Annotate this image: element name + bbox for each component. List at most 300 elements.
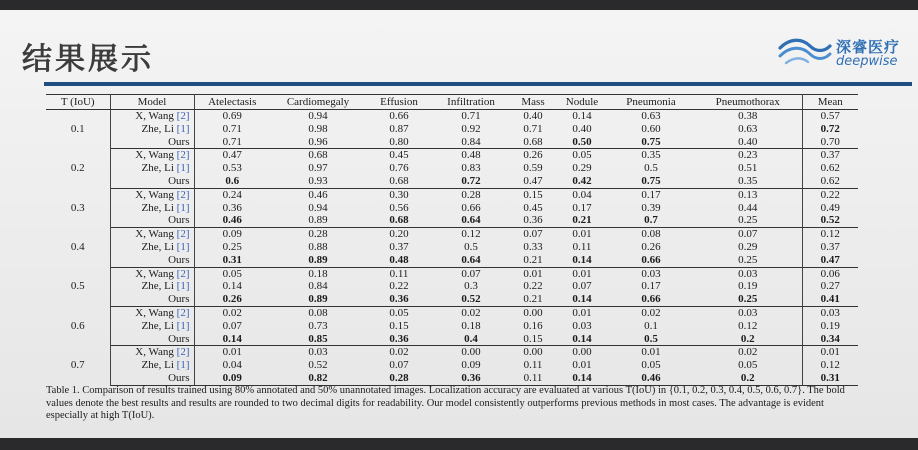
value-cell: 0.26 — [641, 240, 661, 253]
table-row — [46, 241, 858, 254]
model-name: X, Wang — [135, 110, 174, 122]
value-cell: 0.33 — [523, 240, 543, 253]
results-table — [46, 94, 858, 386]
value-cell: 0.15 — [523, 188, 543, 201]
table-caption: Table 1. Comparison of results trained using 80% annotated and 50% unannotated images. Localization accuracy are evaluated at various T(IoU) in {0.1, 0.2, 0.3, 0.4, 0.5, 0.6, 0.7}. The bold values denote the best results and results are rounded to two decimal digits for readability. Our model consistently outperforms previous methods in most cases. The advantage is evident especially at high T(IoU). — [46, 385, 845, 422]
value-cell: 0.37 — [820, 149, 840, 162]
value-cell: 0.3 — [464, 280, 478, 293]
citation-link: [2] — [176, 267, 190, 280]
value-cell: 0.02 — [641, 306, 661, 319]
iou-threshold-cell: 0.1 — [46, 110, 110, 149]
citation-link: [2] — [176, 188, 190, 201]
column-header: Atelectasis — [194, 95, 270, 110]
value-cell: 0.03 — [694, 306, 802, 319]
value-cell: 0.68 — [366, 214, 432, 227]
value-cell: 0.16 — [523, 319, 543, 332]
model-cell — [110, 175, 194, 188]
value-cell: 0.1 — [644, 319, 658, 332]
model-name: Ours — [168, 174, 190, 187]
value-cell: 0.30 — [389, 188, 409, 201]
value-cell: 0.64 — [432, 254, 510, 267]
value-cell: 0.27 — [820, 280, 840, 293]
iou-group — [46, 228, 858, 267]
slide-title: 结果展示 — [22, 42, 154, 77]
value-cell: 0.08 — [641, 228, 661, 241]
model-name: Ours — [168, 214, 190, 227]
value-cell: 0.25 — [222, 240, 242, 253]
value-cell: 0.66 — [608, 254, 694, 267]
value-cell: 0.51 — [694, 162, 802, 175]
value-cell: 0.60 — [641, 122, 661, 135]
citation-link: [1] — [176, 201, 190, 214]
value-cell: 0.71 — [461, 110, 481, 122]
table-row — [46, 136, 858, 149]
iou-threshold-cell: 0.7 — [46, 346, 110, 385]
table-row — [46, 267, 858, 280]
table-row — [46, 228, 858, 241]
iou-threshold-cell: 0.2 — [46, 149, 110, 188]
model-cell — [110, 202, 194, 215]
value-cell: 0.28 — [366, 372, 432, 385]
value-cell: 0.22 — [820, 188, 840, 201]
value-cell: 0.85 — [270, 333, 366, 346]
value-cell: 0.89 — [270, 254, 366, 267]
value-cell: 0.48 — [461, 149, 481, 162]
iou-group — [46, 267, 858, 306]
table-row — [46, 320, 858, 333]
value-cell: 0.7 — [608, 214, 694, 227]
column-header: Model — [110, 95, 194, 110]
value-cell: 0.01 — [572, 359, 592, 372]
value-cell: 0.03 — [694, 267, 802, 280]
value-cell: 0.35 — [641, 149, 661, 162]
value-cell: 0.5 — [464, 240, 478, 253]
model-cell — [110, 280, 194, 293]
value-cell: 0.89 — [270, 293, 366, 306]
column-header: T (IoU) — [46, 95, 110, 110]
value-cell: 0.40 — [572, 122, 592, 135]
logo — [778, 32, 910, 72]
slide — [0, 10, 918, 438]
model-name: Zhe, Li — [141, 280, 174, 293]
table-row — [46, 254, 858, 267]
citation-link: [1] — [176, 280, 190, 293]
model-name: Ours — [168, 293, 190, 306]
value-cell: 0.17 — [641, 280, 661, 293]
value-cell: 0.08 — [308, 306, 328, 319]
value-cell: 0.72 — [432, 175, 510, 188]
value-cell: 0.5 — [608, 333, 694, 346]
value-cell: 0.22 — [523, 280, 543, 293]
value-cell: 0.07 — [222, 319, 242, 332]
model-cell — [110, 228, 194, 241]
model-cell — [110, 306, 194, 319]
citation-link: [2] — [176, 306, 190, 319]
value-cell: 0.14 — [556, 293, 608, 306]
value-cell: 0.44 — [694, 202, 802, 215]
value-cell: 0.12 — [820, 359, 840, 372]
value-cell: 0.06 — [820, 267, 840, 280]
value-cell: 0.45 — [389, 149, 409, 162]
table-row — [46, 372, 858, 385]
value-cell: 0.72 — [820, 122, 840, 135]
value-cell: 0.75 — [608, 175, 694, 188]
value-cell: 0.59 — [523, 162, 543, 175]
column-header: Effusion — [366, 95, 432, 110]
value-cell: 0.66 — [608, 293, 694, 306]
citation-link: [2] — [176, 346, 190, 359]
value-cell: 0.11 — [510, 372, 556, 385]
value-cell: 0.92 — [461, 122, 481, 135]
citation-link: [1] — [176, 319, 190, 332]
value-cell: 0.93 — [270, 175, 366, 188]
value-cell: 0.14 — [222, 280, 242, 293]
value-cell: 0.00 — [572, 346, 592, 359]
value-cell: 0.83 — [461, 162, 481, 175]
value-cell: 0.26 — [194, 293, 270, 306]
iou-group — [46, 149, 858, 188]
value-cell: 0.01 — [572, 306, 592, 319]
value-cell: 0.02 — [389, 346, 409, 359]
value-cell: 0.21 — [556, 214, 608, 227]
value-cell: 0.53 — [222, 162, 242, 175]
value-cell: 0.25 — [694, 293, 802, 306]
model-cell — [110, 254, 194, 267]
value-cell: 0.07 — [523, 228, 543, 241]
value-cell: 0.09 — [461, 359, 481, 372]
value-cell: 0.07 — [572, 280, 592, 293]
model-cell — [110, 333, 194, 346]
value-cell: 0.18 — [308, 267, 328, 280]
value-cell: 0.05 — [572, 149, 592, 162]
value-cell: 0.22 — [389, 280, 409, 293]
value-cell: 0.71 — [194, 136, 270, 149]
table-row — [46, 306, 858, 319]
model-name: Zhe, Li — [141, 201, 174, 214]
value-cell: 0.87 — [389, 122, 409, 135]
column-header: Mean — [802, 95, 858, 110]
value-cell: 0.40 — [694, 136, 802, 149]
model-cell — [110, 241, 194, 254]
value-cell: 0.01 — [572, 228, 592, 241]
value-cell: 0.46 — [308, 188, 328, 201]
model-cell — [110, 214, 194, 227]
value-cell: 0.4 — [432, 333, 510, 346]
table-row — [46, 202, 858, 215]
model-name: Ours — [168, 135, 190, 148]
citation-link: [2] — [176, 110, 190, 122]
value-cell: 0.18 — [461, 319, 481, 332]
value-cell: 0.28 — [308, 228, 328, 241]
wave-logo-icon — [778, 36, 832, 66]
value-cell: 0.66 — [389, 110, 409, 122]
value-cell: 0.02 — [461, 306, 481, 319]
value-cell: 0.36 — [366, 333, 432, 346]
value-cell: 0.96 — [270, 136, 366, 149]
value-cell: 0.36 — [366, 293, 432, 306]
model-cell — [110, 110, 194, 123]
value-cell: 0.14 — [556, 254, 608, 267]
column-header: Infiltration — [432, 95, 510, 110]
value-cell: 0.11 — [389, 267, 409, 280]
value-cell: 0.71 — [222, 122, 242, 135]
value-cell: 0.25 — [694, 214, 802, 227]
value-cell: 0.2 — [694, 333, 802, 346]
iou-threshold-cell: 0.6 — [46, 306, 110, 345]
model-name: Zhe, Li — [141, 359, 174, 372]
value-cell: 0.80 — [366, 136, 432, 149]
value-cell: 0.07 — [389, 359, 409, 372]
value-cell: 0.98 — [308, 122, 328, 135]
value-cell: 0.48 — [366, 254, 432, 267]
value-cell: 0.05 — [222, 267, 242, 280]
value-cell: 0.03 — [641, 267, 661, 280]
iou-threshold-cell: 0.3 — [46, 188, 110, 227]
value-cell: 0.89 — [270, 214, 366, 227]
value-cell: 0.31 — [802, 372, 858, 385]
value-cell: 0.62 — [802, 175, 858, 188]
value-cell: 0.46 — [194, 214, 270, 227]
table-header-row — [46, 95, 858, 110]
table-row — [46, 214, 858, 227]
value-cell: 0.12 — [694, 320, 802, 333]
citation-link: [1] — [176, 359, 190, 372]
value-cell: 0.45 — [523, 201, 543, 214]
value-cell: 0.69 — [222, 110, 242, 122]
value-cell: 0.64 — [432, 214, 510, 227]
value-cell: 0.63 — [641, 110, 661, 122]
table-row — [46, 162, 858, 175]
model-cell — [110, 188, 194, 201]
value-cell: 0.76 — [389, 162, 409, 175]
value-cell: 0.36 — [510, 214, 556, 227]
value-cell: 0.97 — [308, 162, 328, 175]
value-cell: 0.14 — [572, 110, 592, 122]
iou-group — [46, 110, 858, 149]
model-name: Zhe, Li — [141, 122, 174, 135]
column-header: Pneumonia — [608, 95, 694, 110]
citation-link: [1] — [176, 162, 190, 175]
value-cell: 0.68 — [308, 149, 328, 162]
value-cell: 0.34 — [802, 333, 858, 346]
value-cell: 0.52 — [432, 293, 510, 306]
value-cell: 0.05 — [389, 306, 409, 319]
table-row — [46, 110, 858, 123]
value-cell: 0.94 — [308, 110, 328, 122]
value-cell: 0.37 — [820, 240, 840, 253]
column-header: Nodule — [556, 95, 608, 110]
column-header: Pneumothorax — [694, 95, 802, 110]
value-cell: 0.12 — [461, 228, 481, 241]
model-name: X, Wang — [135, 267, 174, 280]
value-cell: 0.04 — [572, 188, 592, 201]
table-row — [46, 175, 858, 188]
value-cell: 0.29 — [694, 241, 802, 254]
value-cell: 0.46 — [608, 372, 694, 385]
model-cell — [110, 372, 194, 385]
column-header: Mass — [510, 95, 556, 110]
model-name: Ours — [168, 332, 190, 345]
model-cell — [110, 162, 194, 175]
model-cell — [110, 123, 194, 136]
value-cell: 0.29 — [572, 162, 592, 175]
value-cell: 0.5 — [644, 162, 658, 175]
value-cell: 0.49 — [820, 201, 840, 214]
table-row — [46, 293, 858, 306]
value-cell: 0.15 — [389, 319, 409, 332]
value-cell: 0.2 — [694, 372, 802, 385]
model-name: Ours — [168, 253, 190, 266]
value-cell: 0.14 — [194, 333, 270, 346]
value-cell: 0.12 — [820, 228, 840, 241]
citation-link: [1] — [176, 240, 190, 253]
value-cell: 0.21 — [510, 293, 556, 306]
value-cell: 0.17 — [572, 201, 592, 214]
value-cell: 0.19 — [820, 319, 840, 332]
value-cell: 0.37 — [389, 240, 409, 253]
value-cell: 0.03 — [820, 306, 840, 319]
model-name: Zhe, Li — [141, 162, 174, 175]
value-cell: 0.41 — [802, 293, 858, 306]
value-cell: 0.21 — [510, 254, 556, 267]
value-cell: 0.07 — [461, 267, 481, 280]
value-cell: 0.73 — [308, 319, 328, 332]
value-cell: 0.00 — [523, 346, 543, 359]
iou-threshold-cell: 0.5 — [46, 267, 110, 306]
value-cell: 0.05 — [641, 359, 661, 372]
model-name: X, Wang — [135, 149, 174, 162]
value-cell: 0.88 — [308, 240, 328, 253]
value-cell: 0.94 — [308, 201, 328, 214]
value-cell: 0.26 — [523, 149, 543, 162]
value-cell: 0.31 — [194, 254, 270, 267]
value-cell: 0.00 — [461, 346, 481, 359]
citation-link: [1] — [176, 122, 190, 135]
value-cell: 0.66 — [461, 201, 481, 214]
model-cell — [110, 346, 194, 359]
value-cell: 0.02 — [694, 346, 802, 359]
model-name: X, Wang — [135, 188, 174, 201]
table-row — [46, 280, 858, 293]
value-cell: 0.47 — [802, 254, 858, 267]
value-cell: 0.39 — [641, 201, 661, 214]
iou-group — [46, 346, 858, 385]
value-cell: 0.03 — [572, 319, 592, 332]
value-cell: 0.14 — [556, 372, 608, 385]
value-cell: 0.25 — [694, 254, 802, 267]
table-row — [46, 149, 858, 162]
citation-link: [2] — [176, 149, 190, 162]
value-cell: 0.47 — [222, 149, 242, 162]
value-cell: 0.14 — [556, 333, 608, 346]
model-name: X, Wang — [135, 346, 174, 359]
value-cell: 0.62 — [820, 162, 840, 175]
model-cell — [110, 293, 194, 306]
model-cell — [110, 149, 194, 162]
value-cell: 0.28 — [461, 188, 481, 201]
value-cell: 0.01 — [572, 267, 592, 280]
citation-link: [2] — [176, 228, 190, 241]
table-row — [46, 333, 858, 346]
value-cell: 0.01 — [222, 346, 242, 359]
value-cell: 0.42 — [556, 175, 608, 188]
table-row — [46, 359, 858, 372]
value-cell: 0.15 — [510, 333, 556, 346]
value-cell: 0.11 — [572, 240, 592, 253]
value-cell: 0.13 — [694, 188, 802, 201]
value-cell: 0.24 — [222, 188, 242, 201]
value-cell: 0.09 — [194, 372, 270, 385]
table-row — [46, 188, 858, 201]
value-cell: 0.68 — [510, 136, 556, 149]
value-cell: 0.50 — [556, 136, 608, 149]
value-cell: 0.07 — [694, 228, 802, 241]
value-cell: 0.70 — [802, 136, 858, 149]
value-cell: 0.09 — [222, 228, 242, 241]
model-cell — [110, 267, 194, 280]
model-name: X, Wang — [135, 306, 174, 319]
value-cell: 0.82 — [270, 372, 366, 385]
value-cell: 0.11 — [523, 359, 543, 372]
model-name: X, Wang — [135, 228, 174, 241]
value-cell: 0.04 — [222, 359, 242, 372]
iou-group — [46, 306, 858, 345]
value-cell: 0.01 — [820, 346, 840, 359]
value-cell: 0.03 — [308, 346, 328, 359]
value-cell: 0.84 — [432, 136, 510, 149]
logo-english-text: deepwise — [836, 54, 898, 69]
logo-chinese-text: 深睿医疗 — [836, 38, 901, 56]
model-cell — [110, 320, 194, 333]
value-cell: 0.84 — [308, 280, 328, 293]
iou-group — [46, 188, 858, 227]
value-cell: 0.71 — [523, 122, 543, 135]
value-cell: 0.52 — [308, 359, 328, 372]
value-cell: 0.75 — [608, 136, 694, 149]
table-row — [46, 123, 858, 136]
value-cell: 0.23 — [694, 149, 802, 162]
value-cell: 0.47 — [510, 175, 556, 188]
value-cell: 0.56 — [389, 201, 409, 214]
column-header: Cardiomegaly — [270, 95, 366, 110]
value-cell: 0.38 — [694, 110, 802, 123]
value-cell: 0.68 — [366, 175, 432, 188]
value-cell: 0.36 — [222, 201, 242, 214]
iou-threshold-cell: 0.4 — [46, 228, 110, 267]
model-name: Ours — [168, 371, 190, 384]
title-rule — [44, 82, 912, 86]
value-cell: 0.36 — [432, 372, 510, 385]
value-cell: 0.01 — [641, 346, 661, 359]
value-cell: 0.00 — [523, 306, 543, 319]
value-cell: 0.63 — [694, 123, 802, 136]
value-cell: 0.20 — [389, 228, 409, 241]
value-cell: 0.17 — [641, 188, 661, 201]
value-cell: 0.52 — [802, 214, 858, 227]
value-cell: 0.57 — [820, 110, 840, 122]
value-cell: 0.40 — [523, 110, 543, 122]
model-cell — [110, 359, 194, 372]
value-cell: 0.19 — [694, 280, 802, 293]
model-cell — [110, 136, 194, 149]
value-cell: 0.05 — [694, 359, 802, 372]
model-name: Zhe, Li — [141, 240, 174, 253]
table-row — [46, 346, 858, 359]
value-cell: 0.01 — [523, 267, 543, 280]
value-cell: 0.35 — [694, 175, 802, 188]
value-cell: 0.6 — [194, 175, 270, 188]
value-cell: 0.02 — [222, 306, 242, 319]
